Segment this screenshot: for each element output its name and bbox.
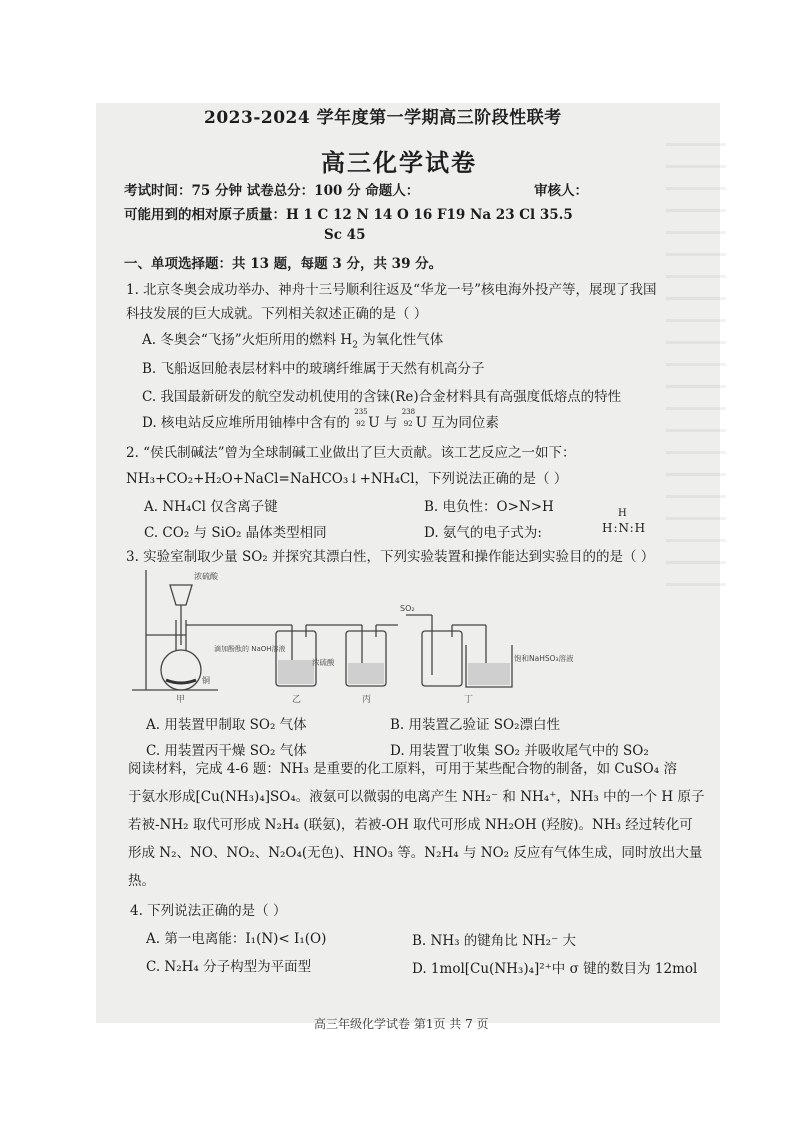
q2-option-a: A. NH₄Cl 仅含离子键 <box>144 499 278 515</box>
label-bottle-yi: 滴加酚酞的 NaOH溶液 <box>214 645 286 653</box>
q3-stem: 3. 实验室制取少量 SO₂ 并探究其漂白性，下列实验装置和操作能达到实验目的的是（ ） <box>126 549 655 565</box>
isotope-u235: 235 92 <box>354 408 368 428</box>
q1-stem-line2: 科技发展的巨大成就。下列相关叙述正确的是（ ） <box>126 306 428 322</box>
q4-option-b: B. NH₃ 的键角比 NH₂⁻ 大 <box>412 933 576 949</box>
q1-option-a-rest: 为氧化性气体 <box>357 332 444 348</box>
label-bottle-bing: 浓硫酸 <box>312 658 335 667</box>
q3-option-a: A. 用装置甲制取 SO₂ 气体 <box>146 717 307 733</box>
q3-option-c: C. 用装置丙干燥 SO₂ 气体 <box>146 743 307 759</box>
paper-title: 高三化学试卷 <box>321 148 477 177</box>
q3-option-b: B. 用装置乙验证 SO₂漂白性 <box>390 717 561 733</box>
copper-pieces <box>166 680 196 683</box>
caption-ding: 丁 <box>464 695 474 705</box>
q2-stem-line2: NH₃+CO₂+H₂O+NaCl=NaHCO₃↓+NH₄Cl，下列说法正确的是（ ） <box>126 471 568 487</box>
q1-option-a-sub: 2 <box>352 340 358 351</box>
separatory-funnel <box>170 585 192 605</box>
q1-option-c: C. 我国最新研发的航空发动机使用的含铼(Re)合金材料具有高强度低熔点的特性 <box>142 389 622 405</box>
exam-sheet <box>96 103 720 1031</box>
electron-formula-top-h: H <box>618 508 627 519</box>
q1-stem-line1: 1. 北京冬奥会成功举办、神舟十三号顺利往返及“华龙一号”核电海外投产等，展现了我国 <box>126 282 657 298</box>
exam-title: 2023-2024 学年度第一学期高三阶段性联考 <box>204 108 562 128</box>
q1-option-d-rest: U 互为同位素 <box>415 415 499 431</box>
q1-option-d-text: D. 核电站反应堆所用铀棒中含有的 <box>142 415 350 431</box>
atomic-mass-line: 可能用到的相对原子质量：H 1 C 12 N 14 O 16 F19 Na 23 Cl 35.5 <box>124 207 573 223</box>
label-beaker: 饱和NaHSO₃溶液 <box>514 654 574 663</box>
reviewer-label: 审核人： <box>534 183 588 199</box>
bottle-ding <box>422 631 462 686</box>
q2-option-b: B. 电负性：O>N>H <box>424 499 554 515</box>
reading-line-5: 热。 <box>128 873 155 889</box>
q1-option-a <box>142 328 443 351</box>
exam-info-line: 考试时间：75 分钟 试卷总分：100 分 命题人： <box>124 183 420 199</box>
reading-line-1: 阅读材料，完成 4-6 题：NH₃ 是重要的化工原料，可用于某些配合物的制备，如 CuSO₄ 溶 <box>128 761 677 777</box>
bottle-bing-liquid <box>348 663 384 684</box>
q2-option-d: D. 氨气的电子式为: <box>424 525 542 541</box>
bleed-through-shadow <box>666 143 726 603</box>
caption-bing: 丙 <box>362 695 372 705</box>
q1-option-d-mid: U 与 <box>368 415 398 431</box>
q3-apparatus-figure <box>126 565 646 705</box>
q4-option-c: C. N₂H₄ 分子构型为平面型 <box>146 959 312 975</box>
caption-yi: 乙 <box>292 695 302 705</box>
reading-line-4: 形成 N₂、NO、NO₂、N₂O₄(无色)、HNO₃ 等。N₂H₄ 与 NO₂ 反应有气体生成，同时放出大量 <box>128 845 703 861</box>
bottle-yi-liquid <box>278 660 314 684</box>
label-funnel: 浓硫酸 <box>194 572 218 581</box>
beaker-liquid <box>468 663 510 685</box>
q2-stem-line1: 2. “侯氏制碱法”曾为全球制碱工业做出了巨大贡献。该工艺反应之一如下： <box>126 445 576 461</box>
q4-option-d: D. 1mol[Cu(NH₃)₄]²⁺中 σ 键的数目为 12mol <box>412 961 698 977</box>
q2-option-c: C. CO₂ 与 SiO₂ 晶体类型相同 <box>144 525 327 541</box>
label-copper: 铜 <box>202 676 210 685</box>
section-title: 一、单项选择题：共 13 题，每题 3 分，共 39 分。 <box>124 256 443 272</box>
page-footer: 高三年级化学试卷 第1页 共 7 页 <box>314 1017 489 1031</box>
caption-jia: 甲 <box>176 695 186 705</box>
q1-option-d <box>142 408 499 431</box>
q4-stem: 4. 下列说法正确的是（ ） <box>130 903 287 919</box>
reading-line-3: 若被-NH₂ 取代可形成 N₂H₄ (联氨)，若被-OH 取代可形成 NH₂OH (羟胺)。NH₃ 经过转化可 <box>128 817 693 833</box>
q1-option-b: B. 飞船返回舱表层材料中的玻璃纤维属于天然有机高分子 <box>142 361 485 377</box>
isotope-u238: 238 92 <box>401 408 416 428</box>
q4-option-a: A. 第一电离能：I₁(N)< I₁(O) <box>146 931 327 947</box>
q3-option-d: D. 用装置丁收集 SO₂ 并吸收尾气中的 SO₂ <box>390 743 649 759</box>
atomic-mass-extra: Sc 45 <box>324 227 366 243</box>
label-so2: SO₂ <box>400 604 415 613</box>
q1-option-a-text: A. 冬奥会“飞扬”火炬所用的燃料 H <box>142 332 353 348</box>
electron-formula: H:N:H <box>602 521 647 535</box>
reading-line-2: 于氨水形成[Cu(NH₃)₄]SO₄。液氨可以微弱的电离产生 NH₂⁻ 和 NH₄⁺，NH₃ 中的一个 H 原子 <box>128 789 705 805</box>
